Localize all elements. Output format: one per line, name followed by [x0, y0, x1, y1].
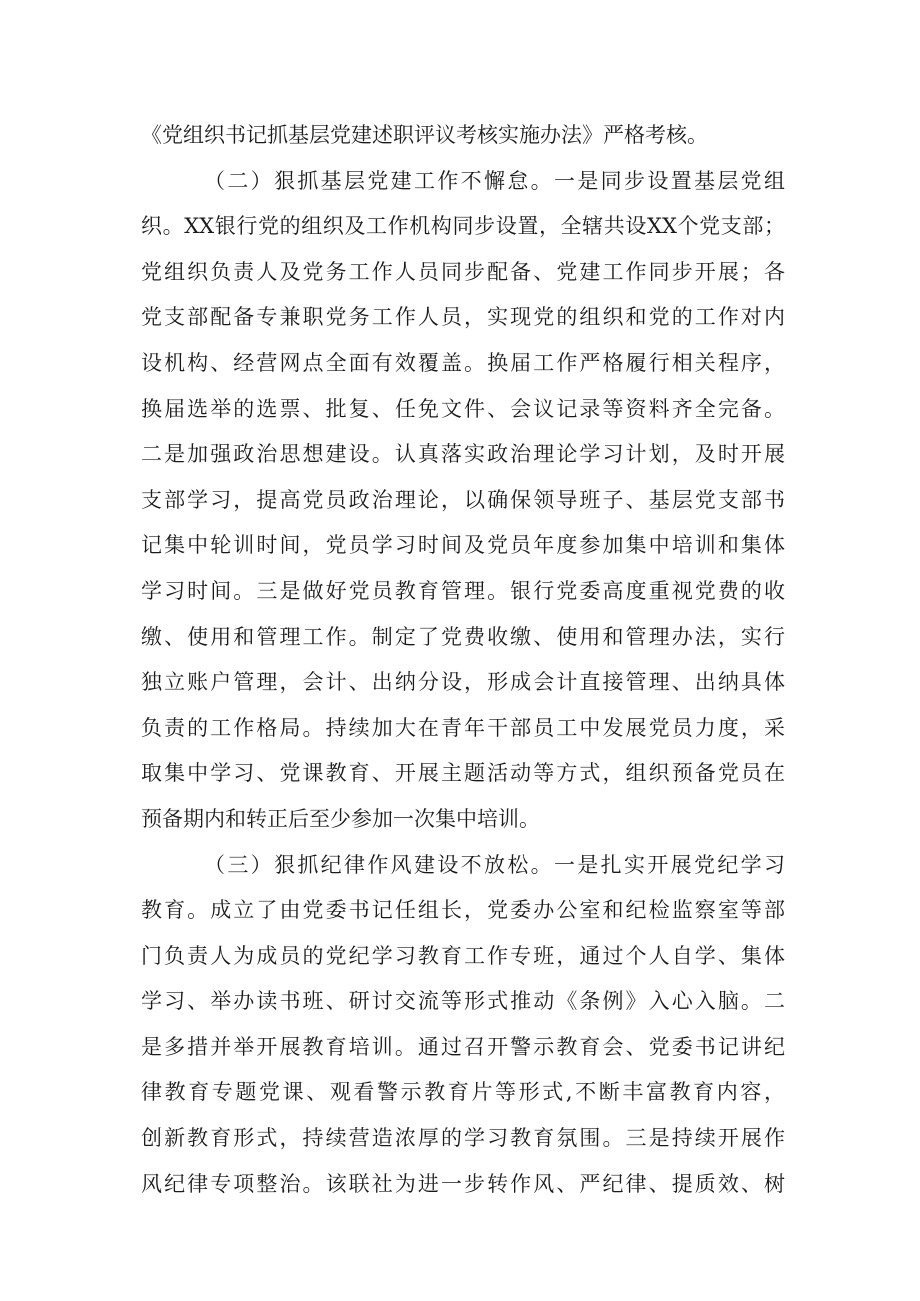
text-line: 预备期内和转正后至少参加一次集中培训。 [141, 806, 540, 831]
text-line: 是多措并举开展教育培训。通过召开警示教育会、党委书记讲纪 [141, 1034, 785, 1059]
text-line: 支部学习，提高党员政治理论，以确保领导班子、基层党支部书 [141, 487, 785, 512]
text-line: 学习、举办读书班、研讨交流等形式推动《条例》入心入脑。二 [141, 989, 785, 1014]
text-line: 教育。成立了由党委书记任组长，党委办公室和纪检监察室等部 [141, 898, 785, 923]
text-line: 律教育专题党课、观看警示教育片等形式,不断丰富教育内容， [141, 1080, 785, 1105]
text-line: 设机构、经营网点全面有效覆盖。换届工作严格履行相关程序， [141, 350, 785, 375]
paragraph-first-line: （二）狠抓基层党建工作不懈怠。一是同步设置基层党组 [204, 168, 785, 193]
text-line: 取集中学习、党课教育、开展主题活动等方式，组织预备党员在 [141, 761, 785, 786]
text-line: 独立账户管理，会计、出纳分设，形成会计直接管理、出纳具体 [141, 670, 785, 695]
body-text [141, 113, 785, 1207]
text-line: 缴、使用和管理工作。制定了党费收缴、使用和管理办法，实行 [141, 624, 785, 649]
text-line: 党支部配备专兼职党务工作人员，实现党的组织和党的工作对内 [141, 305, 785, 330]
text-line: 二是加强政治思想建设。认真落实政治理论学习计划，及时开展 [141, 442, 785, 467]
text-line: 创新教育形式，持续营造浓厚的学习教育氛围。三是持续开展作 [141, 1126, 785, 1151]
text-line: 风纪律专项整治。该联社为进一步转作风、严纪律、提质效、树 [141, 1171, 785, 1196]
text-line: 负责的工作格局。持续加大在青年干部员工中发展党员力度，采 [141, 715, 785, 740]
text-line: 党组织负责人及党务工作人员同步配备、党建工作同步开展；各 [141, 259, 785, 284]
text-line: 记集中轮训时间，党员学习时间及党员年度参加集中培训和集体 [141, 533, 785, 558]
text-line: 《党组织书记抓基层党建述职评议考核实施办法》严格考核。 [141, 123, 708, 147]
text-line: 换届选举的选票、批复、任免文件、会议记录等资料齐全完备。 [141, 396, 785, 421]
text-line: 织。XX银行党的组织及工作机构同步设置，全辖共设XX个党支部； [141, 214, 785, 239]
paragraph-first-line: （三）狠抓纪律作风建设不放松。一是扎实开展党纪学习 [204, 852, 785, 877]
text-line: 学习时间。三是做好党员教育管理。银行党委高度重视党费的收 [141, 578, 785, 603]
text-line: 门负责人为成员的党纪学习教育工作专班，通过个人自学、集体 [141, 943, 785, 968]
